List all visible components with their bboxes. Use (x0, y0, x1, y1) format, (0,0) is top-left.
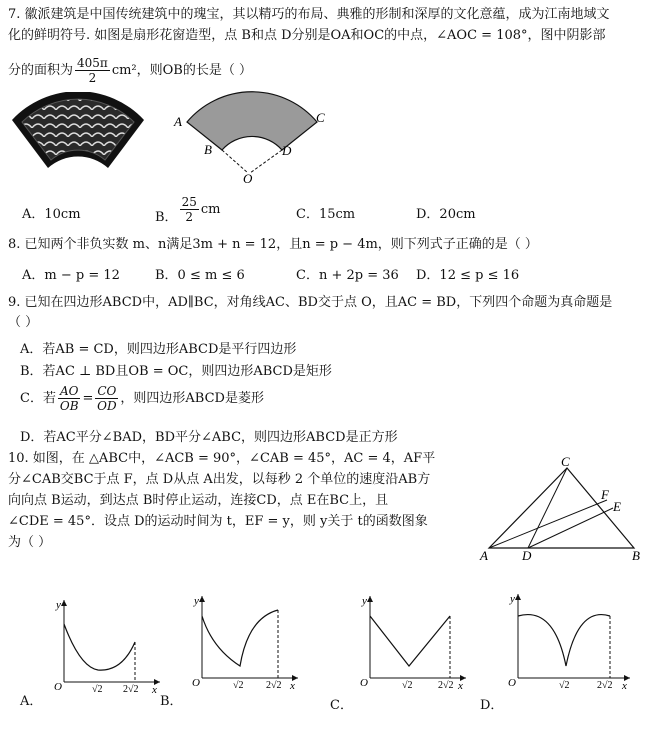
graph-c-x: x (458, 680, 463, 692)
tri-label-c: C (561, 454, 570, 469)
graph-d-y: y (510, 593, 515, 605)
tri-label-f: F (601, 487, 609, 502)
tri-label-d: D (522, 548, 532, 563)
q8-option-c[interactable]: C．n + 2p = 36 (296, 268, 399, 283)
q10-option-d[interactable]: D． (480, 698, 504, 713)
graph-a-tick1: √2 (92, 684, 103, 695)
graph-d-tick2: 2√2 (597, 680, 613, 690)
graph-a (40, 592, 166, 696)
graph-c-origin: O (360, 677, 368, 689)
q8-option-a[interactable]: A．m − p = 12 (22, 268, 120, 283)
graph-c-tick1: √2 (402, 680, 413, 691)
q9-option-a[interactable]: A．若AB = CD，则四边形ABCD是平行四边形 (20, 342, 297, 357)
graph-d-origin: O (508, 677, 516, 689)
q10-line2: 分∠CAB交BC于点 F，点 D从点 A出发，以每秒 2 个单位的速度沿AB方 (8, 472, 431, 487)
graph-b-tick2: 2√2 (266, 680, 282, 691)
label-o: O (243, 171, 253, 186)
q7-option-b-num: 25 (181, 195, 197, 209)
q10-option-b[interactable]: B． (160, 694, 183, 709)
q9-option-b[interactable]: B．若AC ⊥ BD且OB = OC，则四边形ABCD是矩形 (20, 364, 332, 379)
q7-area-num: 405π (77, 56, 108, 70)
q8-stem: 8. 已知两个非负实数 m、n满足3m + n = 12，且n = p − 4m，则下列式子正确的是（ ） (8, 237, 538, 252)
q9-option-d[interactable]: D．若AC平分∠BAD，BD平分∠ABC，则四边形ABCD是正方形 (20, 430, 398, 445)
q9-stem-line1: 9. 已知在四边形ABCD中，AD∥BC，对角线AC、BD交于点 O，且AC = BD，下列四个命题为真命题是 (8, 295, 613, 310)
q9-equals: = (82, 391, 94, 406)
q7-area-fraction (75, 56, 110, 85)
graph-a-tick2: 2√2 (123, 684, 139, 695)
q9-option-c-post: ，则四边形ABCD是菱形 (120, 391, 264, 406)
q7-option-b-den: 2 (185, 210, 194, 224)
label-a: A (174, 114, 182, 129)
q7-line3 (8, 56, 252, 85)
graph-b (178, 588, 304, 692)
q9-frac1-den: OB (59, 399, 79, 413)
graph-d-x: x (622, 680, 627, 690)
q9-stem-line2: （ ） (8, 315, 39, 330)
q8-option-b[interactable]: B．0 ≤ m ≤ 6 (155, 268, 245, 283)
label-b: B (204, 142, 212, 157)
q7-option-b-unit: cm (200, 202, 221, 217)
q7-option-b[interactable] (155, 195, 220, 225)
q9-frac1-num: AO (59, 384, 79, 398)
graph-b-y: y (194, 595, 199, 607)
graph-d (494, 586, 634, 690)
q10-line5: 为（ ） (8, 535, 52, 550)
q7-option-b-prefix: B． (155, 210, 178, 225)
sector-diagram (170, 84, 340, 186)
q10-line3: 向向点 B运动，到达点 B时停止运动，连接CD，点 E在BC上，且 (8, 493, 389, 508)
q9-fraction-co-od (95, 384, 118, 413)
graph-b-x: x (290, 680, 295, 692)
q9-frac2-num: CO (97, 384, 117, 398)
q10-line4: ∠CDE = 45°．设点 D的运动时间为 t，EF = y，则 y关于 t的函数图象 (8, 514, 428, 529)
graph-c (346, 588, 472, 692)
graph-b-origin: O (192, 677, 200, 689)
graph-a-y: y (56, 599, 61, 611)
tri-label-b: B (632, 548, 640, 563)
graph-c-y: y (362, 595, 367, 607)
q8-option-d[interactable]: D．12 ≤ p ≤ 16 (416, 268, 520, 283)
q7-line2: 化的鲜明符号. 如图是扇形花窗造型，点 B和点 D分别是OA和OC的中点，∠AOC = 108°，图中阴影部 (8, 28, 606, 43)
q10-line1: 10. 如图，在 △ABC中，∠ACB = 90°，∠CAB = 45°，AC = 4，AF平 (8, 451, 436, 466)
q7-line3-pre: 分的面积为 (8, 63, 74, 78)
q7-line1: 7. 徽派建筑是中国传统建筑中的瑰宝，其以精巧的布局、典雅的形制和深厚的文化意蕴，成为江南地域文 (8, 7, 610, 22)
q10-option-a[interactable]: A． (20, 694, 43, 709)
q9-option-c[interactable] (20, 384, 264, 413)
label-c: C (316, 110, 325, 125)
q7-area-den: 2 (88, 71, 97, 85)
q7-option-c[interactable]: C．15cm (296, 207, 356, 222)
lattice-window-figure (8, 92, 148, 174)
q7-option-d[interactable]: D．20cm (416, 207, 476, 222)
triangle-figure (474, 452, 654, 564)
q10-option-c[interactable]: C． (330, 698, 353, 713)
q9-fraction-ao-ob (58, 384, 81, 413)
q7-area-unit: cm² (111, 63, 137, 78)
graph-a-origin: O (54, 681, 62, 693)
graph-a-x: x (152, 684, 157, 696)
tri-label-e: E (613, 499, 621, 514)
q7-line3-post: ，则OB的长是（ ） (136, 63, 252, 78)
graph-d-tick1: √2 (559, 680, 570, 690)
q9-frac2-den: OD (97, 399, 117, 413)
q9-option-c-prefix: C．若 (20, 391, 56, 406)
q7-option-b-fraction (180, 195, 199, 224)
tri-label-a: A (480, 548, 488, 563)
graph-b-tick1: √2 (233, 680, 244, 691)
q7-option-a[interactable]: A．10cm (22, 207, 81, 222)
label-d: D (282, 143, 292, 158)
graph-c-tick2: 2√2 (438, 680, 454, 691)
